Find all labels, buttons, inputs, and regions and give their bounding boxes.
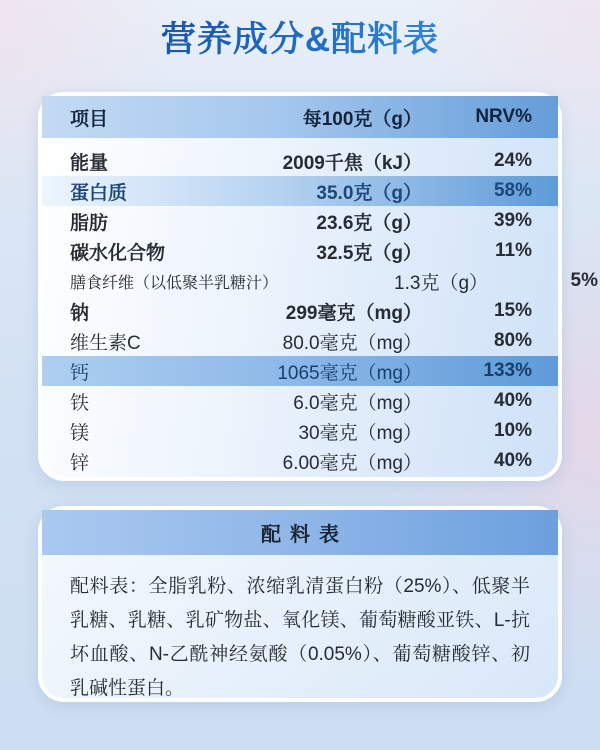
table-row-fat: 脂肪 23.6克（g） 39% xyxy=(70,210,532,234)
table-row-dietary-fiber: 膳食纤维（以低聚半乳糖汁） 1.3克（g） 5% xyxy=(70,270,599,294)
column-header-item: 项目 xyxy=(70,108,109,130)
nutrition-table-header-row xyxy=(42,96,558,138)
page-title: 营养成分&配料表 xyxy=(161,12,439,62)
ingredients-card xyxy=(38,506,562,702)
page-header xyxy=(0,12,600,62)
table-row-sodium: 钠 299毫克（mg） 15% xyxy=(70,300,532,324)
ingredients-text: 配料表：全脂乳粉、浓缩乳清蛋白粉（25%）、低聚半乳糖、乳糖、乳矿物盐、氧化镁、葡萄糖酸亚铁、L-抗坏血酸、N-乙酰神经氨酸（0.05%）、葡萄糖酸锌、初乳碱性蛋白。 xyxy=(70,576,530,699)
column-header-nrv: NRV% xyxy=(475,106,532,127)
table-row-iron: 铁 6.0毫克（mg） 40% xyxy=(70,390,532,414)
table-row-calcium: 钙 1065毫克（mg） 133% xyxy=(42,356,558,386)
column-header-per100g: 每100克（g） xyxy=(302,108,422,130)
ingredients-header: 配料表 xyxy=(42,510,558,555)
nutrition-table-body xyxy=(42,138,599,476)
table-row-vitamin-c: 维生素C 80.0毫克（mg） 80% xyxy=(70,330,532,354)
table-row-carbohydrate: 碳水化合物 32.5克（g） 11% xyxy=(70,240,532,264)
table-row-energy: 能量 2009千焦（kJ） 24% xyxy=(70,150,532,174)
table-row-protein: 蛋白质 35.0克（g） 58% xyxy=(42,176,558,206)
table-row-magnesium: 镁 30毫克（mg） 10% xyxy=(70,420,532,444)
nutrition-table-card xyxy=(38,92,599,481)
table-row-zinc: 锌 6.00毫克（mg） 40% xyxy=(70,450,532,474)
